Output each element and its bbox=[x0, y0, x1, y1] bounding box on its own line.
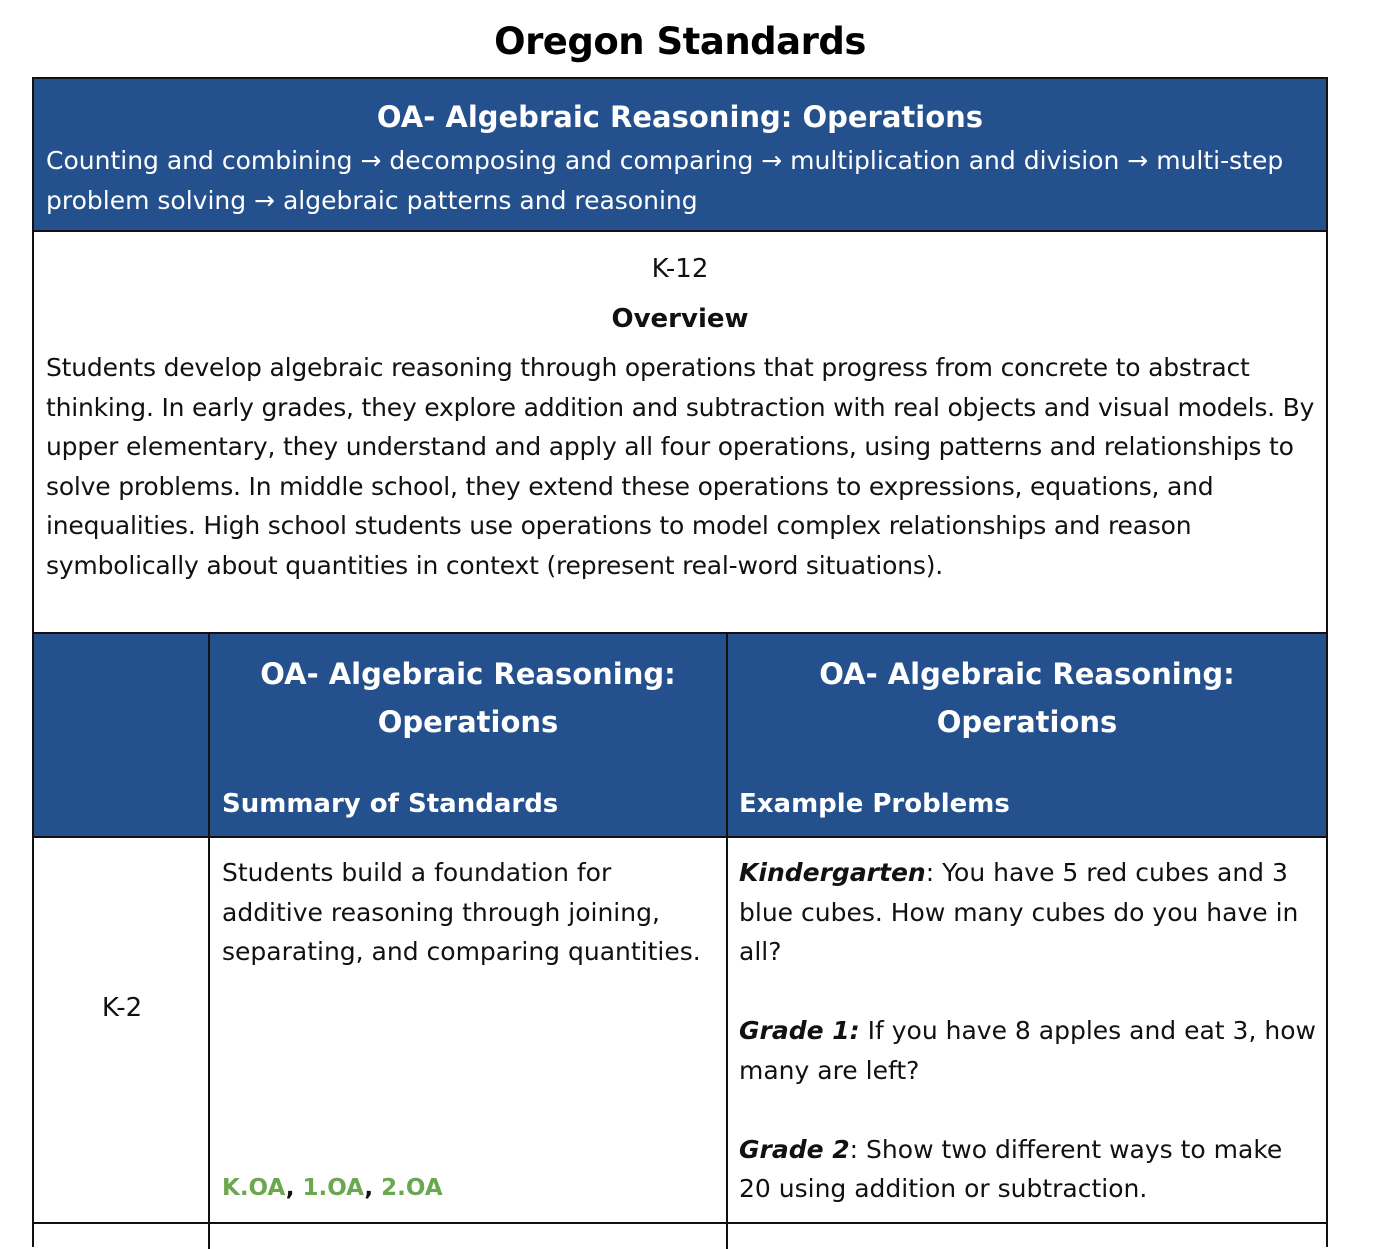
column-header-row bbox=[34, 634, 1326, 838]
example-item bbox=[739, 1011, 1319, 1090]
example-label: Grade 2 bbox=[739, 1134, 850, 1164]
examples-column-title: OA- Algebraic Reasoning: Operations bbox=[819, 657, 1235, 739]
overview-heading: Overview bbox=[611, 304, 749, 334]
example-label: Grade 1: bbox=[739, 1016, 860, 1045]
standards-table bbox=[32, 77, 1328, 1247]
overview-section bbox=[34, 232, 1326, 634]
column-divider bbox=[726, 634, 728, 1249]
example-label: Kindergarten bbox=[739, 858, 926, 887]
code-separator: , bbox=[285, 1175, 303, 1201]
overview-grade-band: K-12 bbox=[651, 254, 709, 284]
row-examples bbox=[739, 853, 1319, 1248]
column-divider bbox=[208, 634, 210, 1249]
standard-code-link[interactable]: K.OA bbox=[222, 1175, 286, 1201]
standard-code-link[interactable]: 2.OA bbox=[381, 1175, 443, 1201]
summary-column-title: OA- Algebraic Reasoning: Operations bbox=[260, 657, 676, 739]
examples-column-subtitle: Example Problems bbox=[739, 789, 1010, 819]
example-text: Show two different ways to make 20 using addition or subtraction. bbox=[739, 1134, 1283, 1203]
row-grade-label: K-2 bbox=[101, 993, 143, 1023]
domain-progression: Counting and combining → decomposing and comparing → multiplication and division → multi-step problem solving → algebraic patterns and reasoning bbox=[46, 146, 1284, 215]
summary-column-subtitle: Summary of Standards bbox=[222, 789, 559, 819]
document-title: Oregon Standards bbox=[494, 20, 866, 63]
example-item bbox=[739, 1130, 1319, 1209]
example-text: If you have 8 apples and eat 3, how many are left? bbox=[739, 1016, 1316, 1085]
code-separator: , bbox=[364, 1175, 382, 1201]
domain-header bbox=[34, 79, 1326, 232]
overview-body: Students develop algebraic reasoning through operations that progress from concrete to abstract thinking. In early grades, they explore addition and subtraction with real objects and visual models. By upper elementary, they understand and apply all four operations, using patterns and relationships to solve problems. In middle school, they extend these operations to expressions, equations, and inequalities. High school students use operations to model complex relationships and reason symbolically about quantities in context (represent real-word situations). bbox=[46, 353, 1315, 580]
standard-codes bbox=[222, 1168, 443, 1208]
domain-title: OA- Algebraic Reasoning: Operations bbox=[376, 100, 984, 134]
example-item bbox=[739, 853, 1319, 972]
table-row bbox=[34, 838, 1326, 1224]
example-label-suffix: : bbox=[849, 1134, 859, 1164]
standard-code-link[interactable]: 1.OA bbox=[302, 1175, 365, 1201]
example-label-suffix: : bbox=[925, 858, 935, 887]
example-text: You have 5 red cubes and 3 blue cubes. How many cubes do you have in all? bbox=[739, 858, 1299, 966]
row-summary: Students build a foundation for additive reasoning through joining, separating, and comparing quantities. bbox=[222, 858, 701, 966]
